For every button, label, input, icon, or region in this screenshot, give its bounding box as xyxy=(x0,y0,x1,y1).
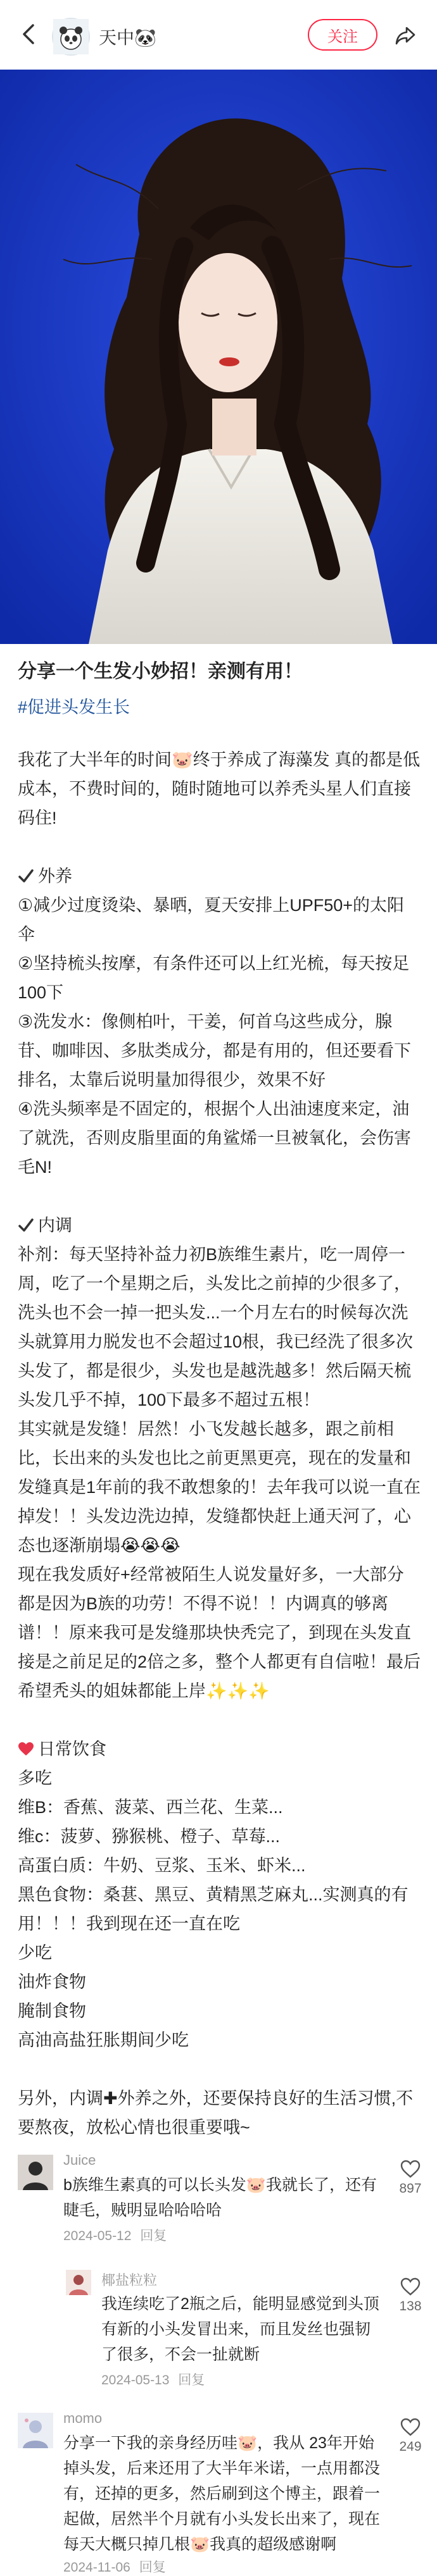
inner-care-paragraph: 现在我发质好+经常被陌生人说发量好多，一大部分都是因为B族的功劳！不得不说！！内调真的够离谱！！原来我可是发缝那块快秃完了，到现在头发直接是之前足足的2倍之多，整个人都更有自信啦！最后希望秃头的姐妹都能上岸✨✨✨ xyxy=(18,1565,421,1700)
checkmark-icon xyxy=(18,1217,34,1234)
commenter-avatar[interactable] xyxy=(66,2270,91,2295)
like-count: 897 xyxy=(399,2181,422,2196)
outro-text: 另外，内调✚外养之外，还要保持良好的生活习惯,不要熬夜，放松心情也很重要哦~ xyxy=(18,2089,414,2137)
red-heart-icon xyxy=(18,1742,34,1757)
inner-care-heading xyxy=(18,1211,421,1240)
diet-line: 维B：香蕉、菠菜、西兰花、生菜... xyxy=(18,1798,283,1817)
post-title: 分享一个生发小妙招！亲测有用！ xyxy=(18,661,303,682)
comment-date: 2024-05-13 xyxy=(101,2373,170,2387)
intro-text: 我花了大半年的时间🐷终于养成了海藻发 真的都是低成本，不费时间的，随时随地可以养秃头星人们直接码住! xyxy=(18,750,421,827)
checkmark-icon xyxy=(18,868,34,884)
commenter-avatar[interactable] xyxy=(18,2155,53,2190)
follow-button[interactable]: 关注 xyxy=(308,19,377,51)
comment-text: 分享一下我的亲身经历哇🐷，我从 23年开始掉头发，后来还用了大半年米诺，一点用都没有，还掉的更多，然后刷到这个博主，跟着一起做，居然半个月就有小头发长出来了，现在每天大概只掉几根🐷我真的超级感谢啊 xyxy=(63,2434,381,2553)
comment-like[interactable] xyxy=(399,2160,422,2196)
post-photo[interactable] xyxy=(0,70,437,644)
heart-outline-icon[interactable] xyxy=(400,2418,421,2437)
reply-button[interactable]: 回复 xyxy=(139,2560,166,2575)
comment-date: 2024-11-06 xyxy=(63,2560,130,2575)
post-content xyxy=(18,652,421,2142)
inner-care-paragraph: 其实就是发缝！居然！小飞发越长越多，跟之前相比，长出来的头发也比之前更黑更亮，现在的发量和发缝真是1年前的我不敢想象的！去年我可以说一直在掉发！！头发边洗边掉，发缝都快赶上通天河了，心态也逐渐崩塌😭😭😭 xyxy=(18,1420,421,1555)
diet-line: 高油高盐狂胀期间少吃 xyxy=(18,2031,189,2050)
outer-care-heading-label: 外养 xyxy=(38,867,72,886)
diet-line: 少吃 xyxy=(18,1943,52,1962)
top-bar xyxy=(0,0,437,70)
diet-heading xyxy=(18,1735,421,1764)
diet-heading-label: 日常饮食 xyxy=(38,1740,106,1759)
outer-care-item: ①减少过度烫染、暴晒，夏天安排上UPF50+的太阳伞 xyxy=(18,896,405,944)
diet-line: 维c：菠萝、猕猴桃、橙子、草莓... xyxy=(18,1827,281,1846)
comment-meta xyxy=(63,2226,167,2245)
diet-line: 多吃 xyxy=(18,1769,52,1788)
comment-like[interactable] xyxy=(399,2277,422,2314)
comment-date: 2024-05-12 xyxy=(63,2229,132,2243)
back-arrow-icon[interactable] xyxy=(16,22,42,47)
commenter-name[interactable]: Juice xyxy=(63,2152,96,2168)
heart-outline-icon[interactable] xyxy=(400,2277,421,2296)
reply-button[interactable]: 回复 xyxy=(140,2229,167,2243)
heart-outline-icon[interactable] xyxy=(400,2160,421,2179)
outer-care-item: ③洗发水：像侧柏叶，干姜，何首乌这些成分，腺苷、咖啡因、多肽类成分，都是有用的，但还要看下排名，太靠后说明量加得很少，效果不好 xyxy=(18,1012,411,1089)
comment-text: 我连续吃了2瓶之后，能明显感觉到头顶有新的小头发冒出来，而且发丝也强韧了很多，不会一扯就断 xyxy=(101,2295,379,2363)
share-icon[interactable] xyxy=(393,23,418,48)
commenter-avatar[interactable] xyxy=(18,2413,53,2448)
commenter-name[interactable]: momo xyxy=(63,2410,103,2426)
author-avatar[interactable] xyxy=(52,18,90,56)
diet-line: 腌制食物 xyxy=(18,2002,86,2021)
inner-care-paragraph: 补剂：每天坚持补益力初B族维生素片，吃一周停一周，吃了一个星期之后，头发比之前掉的少很多了，洗头也不会一掉一把头发...一个月左右的时候每次洗头就算用力脱发也不会超过10根，我已经洗了很多次头发了，都是很少，头发也是越洗越多！然后隔天梳头发几乎不掉，100下最多不超过五根！ xyxy=(18,1245,414,1409)
comment-meta xyxy=(63,2557,166,2576)
outer-care-item: ④洗头频率是不固定的，根据个人出油速度来定，油了就洗，否则皮脂里面的角鲨烯一旦被氧化，会伤害毛N! xyxy=(18,1099,411,1177)
like-count: 138 xyxy=(399,2299,422,2313)
outer-care-item: ②坚持梳头按摩，有条件还可以上红光梳，每天按足100下 xyxy=(18,954,410,1002)
inner-care-heading-label: 内调 xyxy=(38,1216,72,1235)
comment-text: b族维生素真的可以长头发🐷我就长了，还有睫毛，贼明显哈哈哈哈 xyxy=(63,2176,377,2219)
comment-meta xyxy=(101,2370,205,2389)
diet-line: 黑色食物：桑葚、黑豆、黄精黑芝麻丸...实测真的有用！！！我到现在还一直在吃 xyxy=(18,1885,408,1933)
like-count: 249 xyxy=(399,2439,422,2454)
diet-line: 油炸食物 xyxy=(18,1972,86,1991)
diet-line: 高蛋白质：牛奶、豆浆、玉米、虾米... xyxy=(18,1856,306,1875)
commenter-name[interactable]: 椰盐粒粒 xyxy=(101,2272,158,2288)
topic-tag[interactable]: #促进头发生长 xyxy=(18,698,130,717)
comment-like[interactable] xyxy=(399,2418,422,2455)
reply-button[interactable]: 回复 xyxy=(178,2373,205,2387)
outer-care-heading xyxy=(18,862,421,891)
author-name[interactable]: 天中🐼 xyxy=(99,28,156,47)
photo-illustration xyxy=(0,70,437,644)
